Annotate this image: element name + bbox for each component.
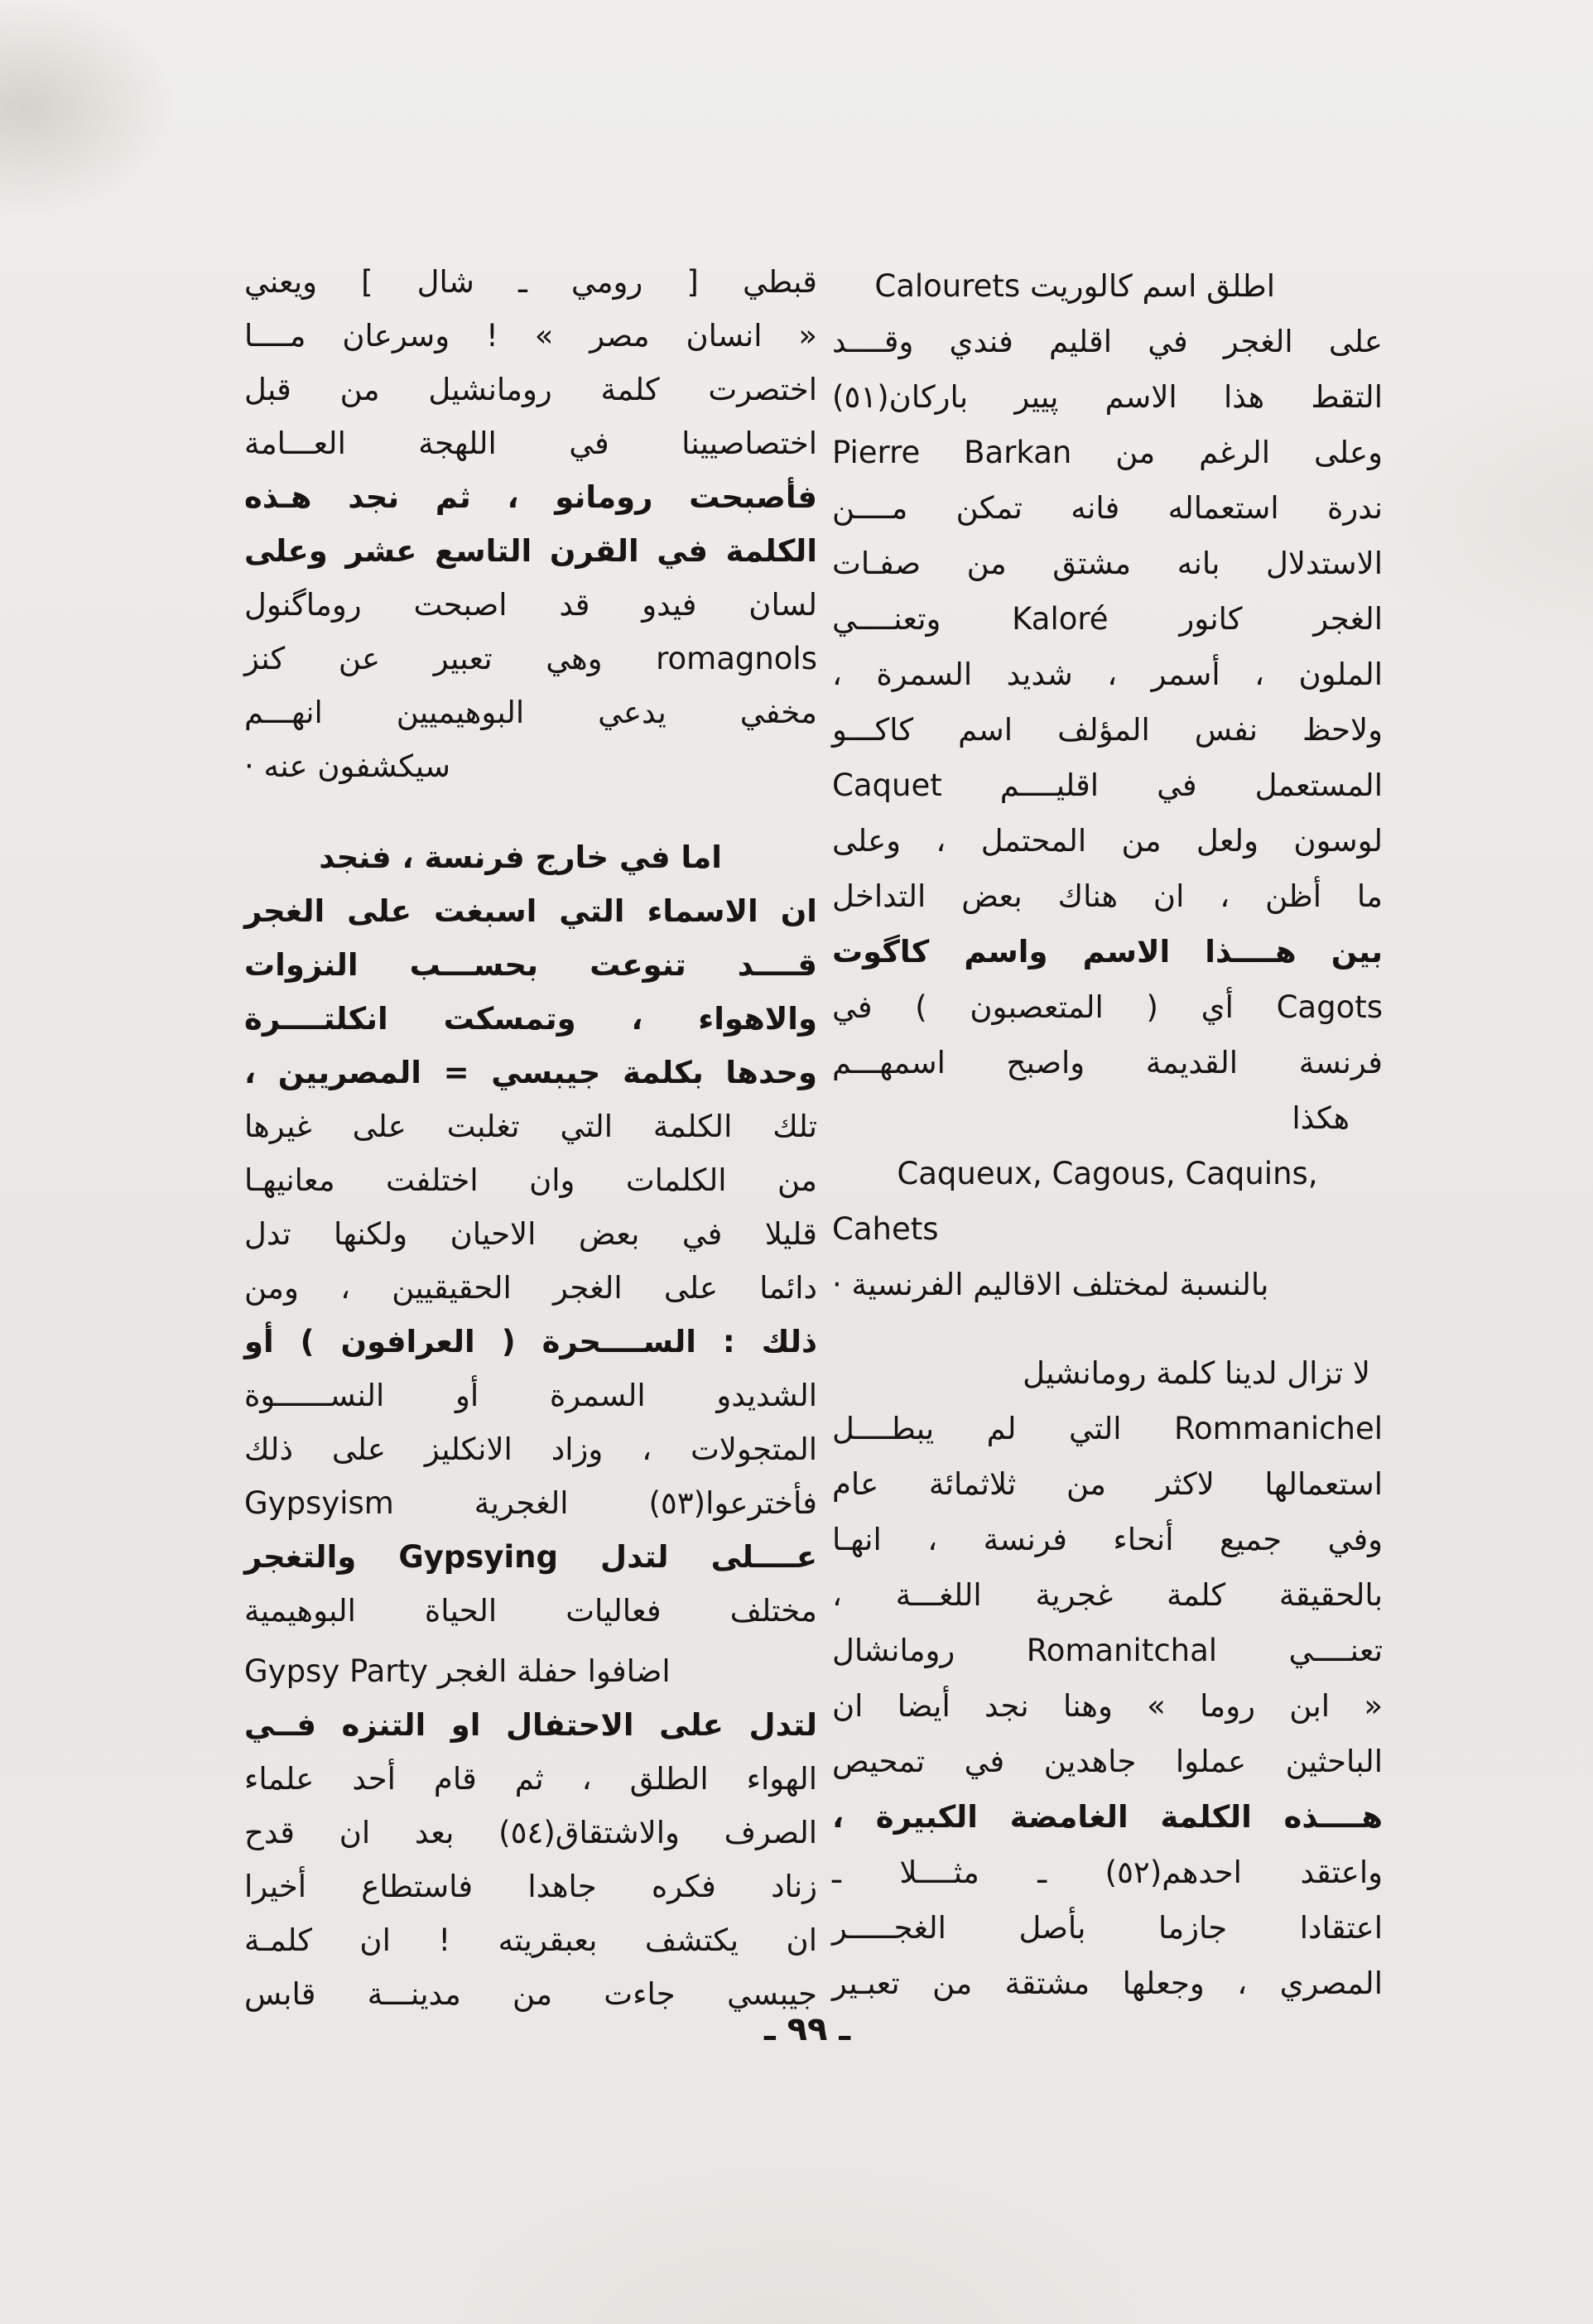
- text-line: والاهواء ، وتمسكت انكلتــــرة: [244, 1001, 817, 1037]
- text-line: romagnols وهي تعبير عن كنز: [244, 641, 817, 676]
- text-line: لسان فيدو قد اصبحت روماگنول: [244, 587, 817, 623]
- text-line: ان الاسماء التي اسبغت على الغجر: [244, 893, 817, 929]
- text-line: المتجولات ، وزاد الانكليز على ذلك: [244, 1431, 817, 1467]
- text-line: والتغجر Gypsying لتدل‎ عــــلى: [244, 1539, 817, 1575]
- text-line: بالنسبة لمختلف الاقاليم الفرنسية ·: [832, 1267, 1269, 1302]
- text-line: الصرف والاشتقاق(٥٤) بعد ان قدح: [244, 1815, 817, 1850]
- text-line: هــــذه الكلمة الغامضة الكبيرة ،: [832, 1799, 1383, 1835]
- text-line: ما أظن ، ان هناك بعض التداخل: [832, 878, 1383, 914]
- text-line: ولاحظ نفس المؤلف اسم كاكـــو: [832, 712, 1383, 748]
- text-line: ندرة استعماله فانه تمكن مــــن: [832, 490, 1383, 526]
- text-line: ان يكتشف بعبقريته ! ان كلمـة: [244, 1922, 817, 1958]
- text-line: سيكشفون عنه ·: [244, 748, 450, 784]
- text-line: ذلك : الســــحرة ( العرافون ) أو: [244, 1324, 817, 1359]
- text-line: وفي جميع أنحاء فرنسة ، انهـا: [832, 1522, 1383, 1557]
- text-line: Cagots أي ( المتعصبون ) في: [832, 989, 1383, 1025]
- text-line: تلك الكلمة التي تغلبت على غيرها: [244, 1109, 817, 1144]
- text-line: اختصاصيينا في اللهجة العـــامة: [244, 426, 817, 461]
- text-line: بين هــــذا الاسم واسم كاگوت: [832, 934, 1383, 970]
- text-line: واعتقد احدهم(٥٢) ـ مثــــلا ـ: [832, 1855, 1383, 1890]
- text-line: على الغجر في اقليم فندي وقــــد: [832, 324, 1383, 359]
- text-line: لتدل على الاحتفال او التنزه فــي: [244, 1707, 817, 1743]
- text-line: فأصبحت رومانو ، ثم نجد هـذه: [244, 479, 817, 515]
- text-line: الغجر كانور Kaloré وتعنــــي: [832, 601, 1383, 637]
- text-line: لا تزال لدينا كلمة رومانشيل: [1023, 1355, 1370, 1391]
- text-line: الشديدو السمرة أو النســــــوة: [244, 1378, 817, 1413]
- text-line: « ابن روما » وهنا نجد أيضا ان: [832, 1688, 1383, 1724]
- text-line: من الكلمات وان اختلفت معانيهـا: [244, 1162, 817, 1198]
- text-line: الاستدلال بانه مشتق من صفـات: [832, 546, 1383, 581]
- text-line: مخفي يدعي البوهيميين انهـــم: [244, 695, 817, 730]
- text-line: استعمالها لاكثر من ثلاثمائة عام: [832, 1466, 1383, 1502]
- text-line: فأخترعوا(٥٣) الغجرية Gypsyism: [244, 1485, 817, 1521]
- text-line: الملون ، أسمر ، شديد السمرة ،: [832, 657, 1383, 692]
- text-line: جيبسي جاءت من مدينـــة قابس: [244, 1976, 817, 2012]
- text-line: مختلف فعاليات الحياة البوهيمية: [244, 1593, 817, 1629]
- text-line: الكلمة في القرن التاسع عشر وعلى: [244, 533, 817, 569]
- text-line: Caqueux, Cagous, Caquins,: [897, 1156, 1318, 1191]
- text-line: قــــد تنوعت بحســـب النزوات: [244, 947, 817, 983]
- text-line: فرنسة القديمة واصبح اسمهـــم: [832, 1045, 1383, 1080]
- text-line: اما في خارج فرنسة ، فنجد: [319, 840, 722, 875]
- text-line: هكذا: [1292, 1100, 1350, 1136]
- text-line: زناد فكره جاهدا فاستطاع أخيرا: [244, 1869, 817, 1904]
- text-line: الهواء الطلق ، ثم قام أحد علماء: [244, 1761, 817, 1797]
- text-line: اطلق اسم كالوريت Calourets: [874, 268, 1275, 304]
- left-text-column: [244, 255, 817, 2021]
- page-number: ـ ٩٩ ـ: [763, 2010, 851, 2048]
- text-line: « انسان مصر » ! وسرعان مــــا: [244, 318, 817, 354]
- text-line: اعتقادا جازما بأصل الغجـــــر: [832, 1910, 1383, 1946]
- text-line: المصري ، وجعلها مشتقة من تعبـير: [832, 1966, 1383, 2001]
- text-line: الباحثين عملوا جاهدين في تمحيص: [832, 1744, 1383, 1779]
- text-line: التقط هذا الاسم پيير باركان(٥١): [832, 379, 1383, 415]
- text-line: وحدها بكلمة جيبسي = المصريين ،: [244, 1055, 817, 1090]
- text-line: اضافوا حفلة الغجر Gypsy Party: [244, 1653, 671, 1689]
- text-line: وعلى الرغم من Pierre Barkan: [832, 435, 1383, 470]
- text-line: دائما على الغجر الحقيقيين ، ومن: [244, 1270, 817, 1306]
- text-line: قليلا في بعض الاحيان ولكنها تدل: [244, 1216, 817, 1252]
- text-line: قبطي [ رومي ـ شال ] ويعني: [244, 264, 817, 300]
- right-text-column: [832, 258, 1383, 2011]
- text-line: المستعمل في اقليــــم Caquet: [832, 767, 1383, 803]
- text-line: اختصرت كلمة رومانشيل من قبل: [244, 372, 817, 407]
- text-line: لوسون ولعل من المحتمل ، وعلى: [832, 823, 1383, 859]
- text-line: Cahets: [832, 1211, 939, 1247]
- text-line: رومانشال Romanitchal تعنــــي: [832, 1633, 1383, 1668]
- text-line: بالحقيقة كلمة غجرية اللغـــة ،: [832, 1577, 1383, 1613]
- text-line: Rommanichel التي لم يبطــــل: [832, 1411, 1383, 1446]
